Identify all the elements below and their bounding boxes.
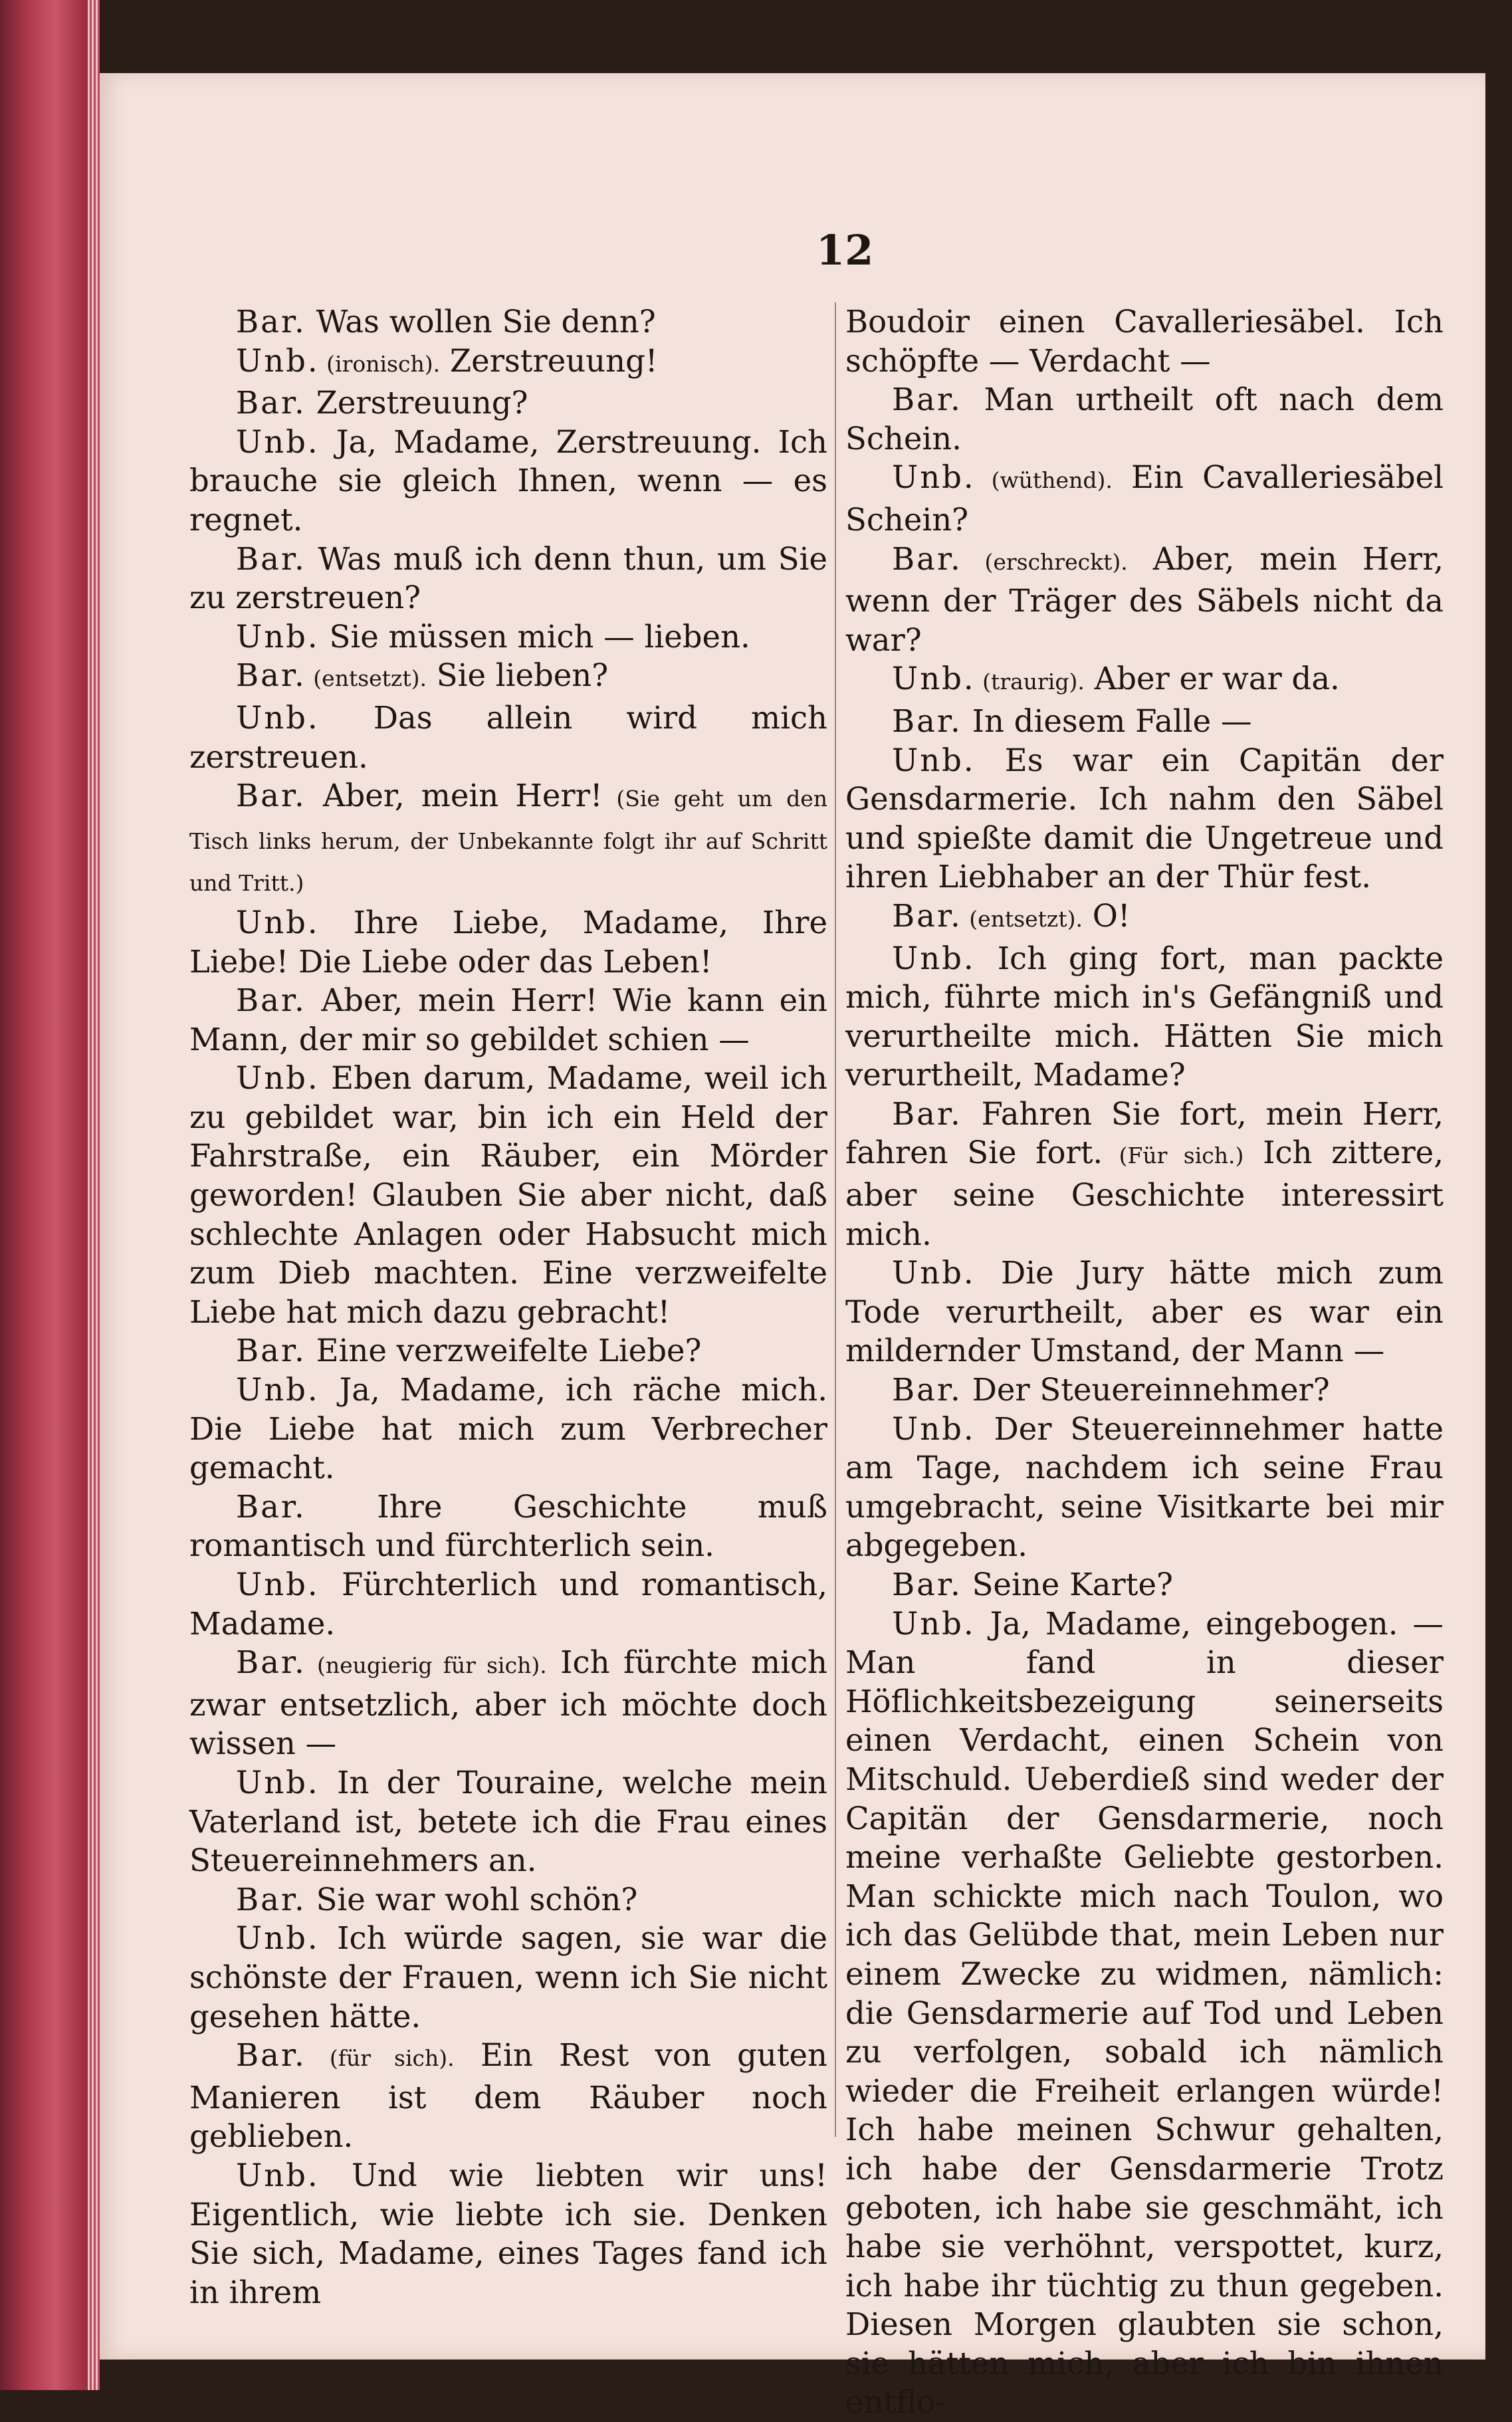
stage-direction: (ironisch). — [319, 350, 441, 377]
speaker-name: Bar. — [892, 1567, 962, 1602]
speaker-name: Bar. — [236, 385, 306, 421]
dialogue-text: Aber er war da. — [1084, 661, 1340, 697]
speaker-name: Bar. — [236, 982, 306, 1019]
dialogue-text: Zerstreuung? — [306, 385, 528, 421]
dialogue-paragraph — [845, 1371, 1444, 1410]
speaker-name: Unb. — [236, 2157, 320, 2193]
dialogue-text: Ihre Liebe, Madame, Ihre Liebe! Die Liebe oder das Leben! — [189, 904, 827, 980]
stage-direction: (Sie geht um den Tisch links herum, der Unbekannte folgt ihr auf Schritt und Tritt.) — [189, 786, 827, 897]
dialogue-paragraph — [189, 617, 827, 657]
dialogue-text: Und wie liebten wir uns! Eigentlich, wie liebte ich sie. Denken Sie sich, Madame, eines Tages fand ich in ihrem — [189, 2157, 827, 2310]
dialogue-paragraph — [189, 342, 827, 384]
dialogue-text: Es war ein Capitän der Gensdarmerie. Ich nahm den Säbel und spießte damit die Ungetreue und ihren Liebhaber an der Thür fest. — [845, 742, 1444, 895]
speaker-name: Bar. — [236, 1881, 306, 1918]
speaker-name: Unb. — [236, 1372, 320, 1408]
left-column — [189, 302, 827, 2312]
speaker-name: Unb. — [892, 940, 976, 976]
speaker-name: Bar. — [236, 657, 306, 694]
speaker-name: Unb. — [236, 699, 320, 736]
dialogue-text: Zerstreuung! — [440, 342, 658, 379]
right-column — [845, 302, 1444, 2422]
book-edge — [0, 0, 100, 2390]
speaker-name: Unb. — [236, 618, 320, 655]
dialogue-paragraph — [189, 1059, 827, 1331]
dialogue-paragraph — [189, 1371, 827, 1487]
stage-direction: (neugierig für sich). — [306, 1652, 547, 1679]
dialogue-text: Was muß ich denn thun, um Sie zu zerstreuen? — [189, 540, 827, 616]
speaker-name: Bar. — [892, 382, 962, 418]
dialogue-text: Ja, Madame, eingebogen. — Man fand in dieser Höflichkeitsbezeigung seinerseits einen Verdacht, einen Schein von Mitschuld. Ueberdieß sind weder der Capitän der Gensdarmerie, noch meine verhaßte Geliebte gestorben. Man schickte mich nach Toulon, wo ich das Gelübde that, mein Leben nur einem Zwecke zu widmen, nämlich: die Gensdarmerie auf Tod und Leben zu verfolgen, sobald ich nämlich wieder die Freiheit erlangen würde! Ich habe meinen Schwur gehalten, ich habe der Gensdarmerie Trotz geboten, ich habe sie geschmäht, ich habe sie verhöhnt, verspottet, kurz, ich habe ihr tüchtig zu thun gegeben. Diesen Morgen glaubten sie schon, sie hätten mich, aber ich bin ihnen entflo- — [845, 1605, 1444, 2421]
dialogue-paragraph — [189, 656, 827, 699]
speaker-name: Bar. — [892, 897, 962, 934]
dialogue-text: Boudoir einen Cavalleriesäbel. Ich schöpfte — Verdacht — — [845, 304, 1444, 379]
dialogue-paragraph — [189, 776, 827, 903]
dialogue-text: Was wollen Sie denn? — [306, 304, 656, 340]
speaker-name: Bar. — [236, 1333, 306, 1369]
dialogue-paragraph — [189, 1331, 827, 1371]
dialogue-text: In diesem Falle — — [962, 703, 1252, 739]
dialogue-paragraph — [189, 699, 827, 776]
dialogue-paragraph — [189, 1919, 827, 2036]
speaker-name: Unb. — [236, 1060, 320, 1097]
stage-direction: (wüthend). — [975, 467, 1113, 494]
dialogue-text: Sie war wohl schön? — [306, 1881, 638, 1918]
speaker-name: Unb. — [236, 342, 320, 379]
speaker-name: Bar. — [236, 1488, 306, 1525]
dialogue-text: Fürchterlich und romantisch, Madame. — [189, 1567, 827, 1642]
dialogue-text: Sie lieben? — [426, 657, 609, 694]
dialogue-paragraph — [845, 540, 1444, 660]
speaker-name: Bar. — [892, 540, 962, 577]
dialogue-paragraph — [189, 2156, 827, 2312]
dialogue-text: Ich fürchte mich zwar entsetzlich, aber ich möchte doch wissen — — [189, 1644, 827, 1762]
dialogue-paragraph — [845, 897, 1444, 939]
dialogue-paragraph — [189, 1565, 827, 1643]
dialogue-paragraph — [845, 380, 1444, 458]
speaker-name: Unb. — [236, 1920, 320, 1957]
dialogue-text: O! — [1082, 897, 1131, 934]
dialogue-paragraph — [845, 939, 1444, 1095]
page-number: 12 — [816, 226, 874, 275]
speaker-name: Bar. — [236, 778, 306, 814]
dialogue-text: Sie müssen mich — lieben. — [319, 618, 750, 655]
speaker-name: Bar. — [236, 540, 306, 577]
dialogue-paragraph — [845, 659, 1444, 702]
dialogue-paragraph — [845, 458, 1444, 539]
dialogue-text: Aber, mein Herr, wenn der Träger des Säbels nicht da war? — [845, 540, 1444, 658]
dialogue-paragraph — [189, 981, 827, 1059]
speaker-name: Unb. — [236, 423, 320, 460]
speaker-name: Unb. — [892, 742, 976, 778]
speaker-name: Unb. — [236, 904, 320, 940]
stage-direction: (Für sich.) — [1103, 1143, 1244, 1169]
dialogue-text: Fahren Sie fort, mein Herr, fahren Sie fort. — [845, 1095, 1444, 1171]
stage-direction: (für sich). — [306, 2045, 455, 2072]
dialogue-paragraph — [845, 1254, 1444, 1371]
dialogue-text: Ihre Geschichte muß romantisch und fürchterlich sein. — [189, 1488, 827, 1564]
dialogue-paragraph — [189, 1487, 827, 1565]
stage-direction: (traurig). — [975, 669, 1085, 695]
dialogue-text: Man urtheilt oft nach dem Schein. — [845, 382, 1444, 457]
dialogue-text: Ja, Madame, Zerstreuung. Ich brauche sie gleich Ihnen, wenn — es regnet. — [189, 423, 827, 538]
speaker-name: Bar. — [892, 1095, 962, 1132]
dialogue-text: Der Steuereinnehmer hatte am Tage, nachdem ich seine Frau umgebracht, seine Visitkarte bei mir abgegeben. — [845, 1410, 1444, 1564]
dialogue-paragraph — [845, 702, 1444, 741]
dialogue-paragraph — [845, 741, 1444, 897]
dialogue-paragraph — [189, 903, 827, 981]
speaker-name: Unb. — [892, 1605, 976, 1642]
speaker-name: Bar. — [892, 703, 962, 739]
dialogue-text: Aber, mein Herr! — [306, 778, 603, 814]
speaker-name: Bar. — [236, 2037, 306, 2074]
dialogue-paragraph — [189, 302, 827, 342]
dialogue-text: Seine Karte? — [962, 1567, 1173, 1602]
dialogue-paragraph — [845, 1565, 1444, 1604]
dialogue-paragraph — [189, 540, 827, 617]
dialogue-text: Eben darum, Madame, weil ich zu gebildet war, bin ich ein Held der Fahrstraße, ein Räuber, ein Mörder geworden! Glauben Sie aber nicht, daß schlechte Anlagen oder Habsucht mich zum Dieb machten. Eine verzweifelte Liebe hat mich dazu gebracht! — [189, 1060, 827, 1330]
dialogue-paragraph — [189, 1763, 827, 1880]
speaker-name: Unb. — [236, 1567, 320, 1602]
stage-direction: (entsetzt). — [962, 905, 1083, 932]
dialogue-text: Die Jury hätte mich zum Tode verurtheilt, aber es war ein mildernder Umstand, der Mann — — [845, 1255, 1444, 1369]
dialogue-paragraph — [189, 423, 827, 540]
speaker-name: Unb. — [892, 1255, 976, 1291]
speaker-name: Bar. — [892, 1372, 962, 1408]
dialogue-paragraph — [845, 302, 1444, 380]
dialogue-text: Ich ging fort, man packte mich, führte mich in's Gefängniß und verurtheilte mich. Hätten Sie mich verurtheilt, Madame? — [845, 940, 1444, 1093]
speaker-name: Bar. — [236, 1644, 306, 1681]
stage-direction: (entsetzt). — [306, 665, 427, 692]
dialogue-paragraph — [189, 1880, 827, 1920]
dialogue-paragraph — [845, 1410, 1444, 1565]
dialogue-text: Der Steuereinnehmer? — [962, 1372, 1330, 1408]
speaker-name: Unb. — [892, 1410, 976, 1447]
dialogue-paragraph — [189, 1643, 827, 1763]
dialogue-paragraph — [189, 2036, 827, 2156]
dialogue-paragraph — [845, 1095, 1444, 1254]
dialogue-text: Das allein wird mich zerstreuen. — [189, 699, 827, 775]
dialogue-text: Ich zittere, aber seine Geschichte interessirt mich. — [845, 1135, 1444, 1252]
dialogue-paragraph — [845, 1604, 1444, 2422]
column-divider — [835, 302, 836, 2137]
speaker-name: Bar. — [236, 304, 306, 340]
stage-direction: (erschreckt). — [962, 548, 1128, 575]
dialogue-paragraph — [189, 384, 827, 423]
dialogue-text: Ein Cavalleriesäbel Schein? — [845, 459, 1444, 538]
dialogue-text: Aber, mein Herr! Wie kann ein Mann, der mir so gebildet schien — — [189, 982, 827, 1057]
speaker-name: Unb. — [236, 1764, 320, 1801]
dialogue-text: Ich würde sagen, sie war die schönste der Frauen, wenn ich Sie nicht gesehen hätte. — [189, 1920, 827, 2035]
dialogue-text: In der Touraine, welche mein Vaterland ist, betete ich die Frau eines Steuereinnehmers an. — [189, 1764, 827, 1879]
speaker-name: Unb. — [892, 661, 976, 697]
speaker-name: Unb. — [892, 459, 976, 496]
dialogue-text: Eine verzweifelte Liebe? — [306, 1333, 702, 1369]
dialogue-text: Ja, Madame, ich räche mich. Die Liebe hat mich zum Verbrecher gemacht. — [189, 1372, 827, 1486]
dialogue-text: Ein Rest von guten Manieren ist dem Räuber noch geblieben. — [189, 2037, 827, 2155]
